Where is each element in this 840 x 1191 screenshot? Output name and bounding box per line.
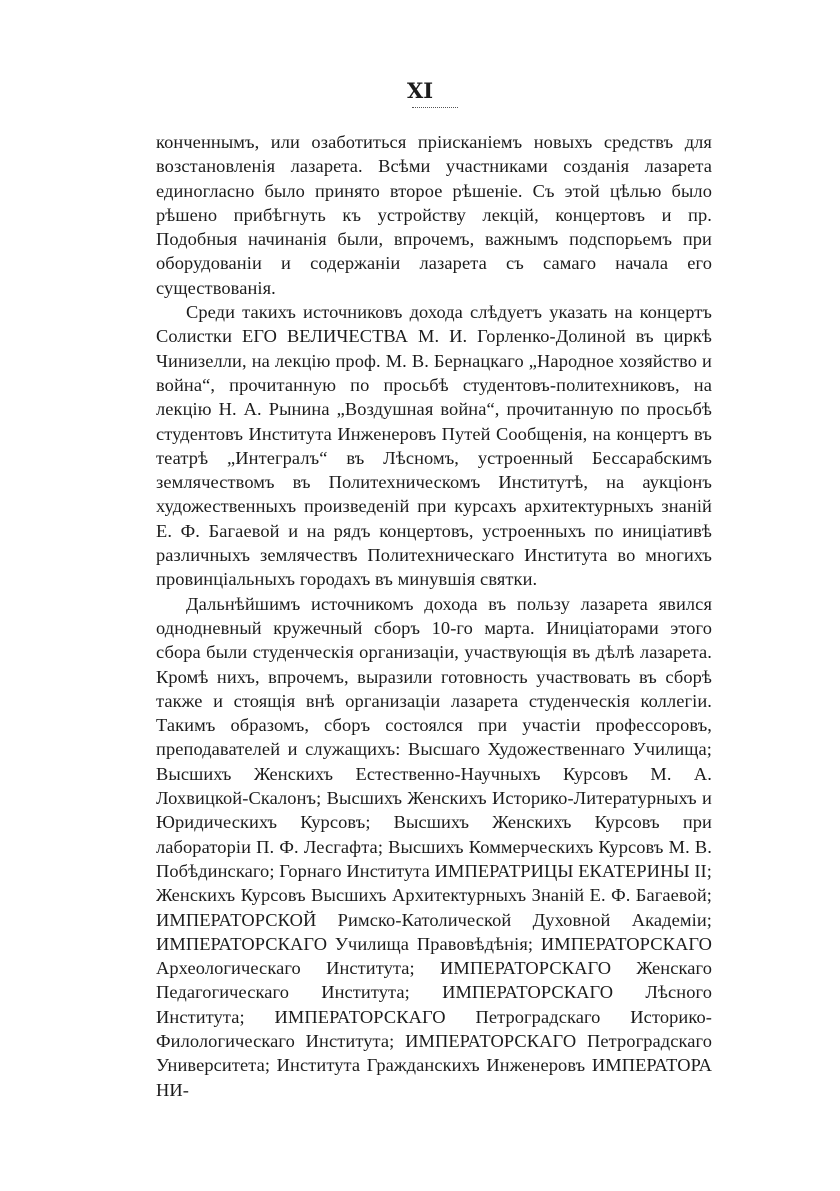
page-number-rule xyxy=(412,107,458,108)
body-text xyxy=(156,130,712,1102)
page-number: XI xyxy=(406,78,434,103)
paragraph-1: конченнымъ, или озаботиться пріисканіемъ новыхъ средствъ для возстановленія лазарета. Всѣми участниками созданія лазарета единогласно было принято второе рѣшеніе. Съ этой цѣлью было рѣшено прибѣгнуть къ устройству лекцій, концертовъ и пр. Подобныя начинанія были, впрочемъ, важнымъ подспорьемъ при оборудованіи и содержаніи лазарета съ самаго начала его существованія. xyxy=(156,132,712,298)
paragraph-3: Дальнѣйшимъ источникомъ дохода въ пользу лазарета явился однодневный кружечный сборъ 10-го марта. Иниціаторами этого сбора были студенческія организаціи, участвующія въ дѣлѣ лазарета. Кромѣ нихъ, впрочемъ, выразили готовность участвовать въ сборѣ также и стоящія внѣ организаціи лазарета студенческія коллегіи. Такимъ образомъ, сборъ состоялся при участіи профессоровъ, преподавателей и служащихъ: Высшаго Художественнаго Училища; Высшихъ Женскихъ Естественно-Научныхъ Курсовъ М. А. Лохвицкой-Скалонъ; Высшихъ Женскихъ Историко-Литературныхъ и Юридическихъ Курсовъ; Высшихъ Женскихъ Курсовъ при лабораторіи П. Ф. Лесгафта; Высшихъ Коммерческихъ Курсовъ М. В. Побѣдинскаго; Горнаго Института ИМПЕРАТРИЦЫ ЕКАТЕРИНЫ II; Женскихъ Курсовъ Высшихъ Архитектурныхъ Знаній Е. Ф. Багаевой; ИМПЕРАТОРСКОЙ Римско-Католической Духовной Академіи; ИМПЕРАТОРСКАГО Училища Правовѣдѣнія; ИМПЕРАТОРСКАГО Археологическаго Института; ИМПЕРАТОРСКАГО Женскаго Педагогическаго Института; ИМПЕРАТОРСКАГО Лѣсного Института; ИМПЕРАТОРСКАГО Петроградскаго Историко-Филологическаго Института; ИМПЕРАТОРСКАГО Петроградскаго Университета; Института Гражданскихъ Инженеровъ ИМПЕРАТОРА НИ- xyxy=(156,593,712,1100)
paragraph-2: Среди такихъ источниковъ дохода слѣдуетъ указать на концертъ Солистки ЕГО ВЕЛИЧЕСТВА М. И. Горленко-Долиной въ циркѣ Чинизелли, на лекцію проф. М. В. Бернацкаго „Народное хозяйство и война“, прочитанную по просьбѣ студентовъ-политехниковъ, на лекцію Н. А. Рынина „Воздушная война“, прочитанную по просьбѣ студентовъ Института Инженеровъ Путей Сообщенія, на концертъ въ театрѣ „Интегралъ“ въ Лѣсномъ, устроенный Бессарабскимъ землячествомъ въ Политехническомъ Институтѣ, на аукціонъ художественныхъ произведеній при курсахъ архитектурныхъ знаній Е. Ф. Багаевой и на рядъ концертовъ, устроенныхъ по иниціативѣ различныхъ землячествъ Политехническаго Института во многихъ провинціальныхъ городахъ въ минувшія святки. xyxy=(156,302,712,590)
